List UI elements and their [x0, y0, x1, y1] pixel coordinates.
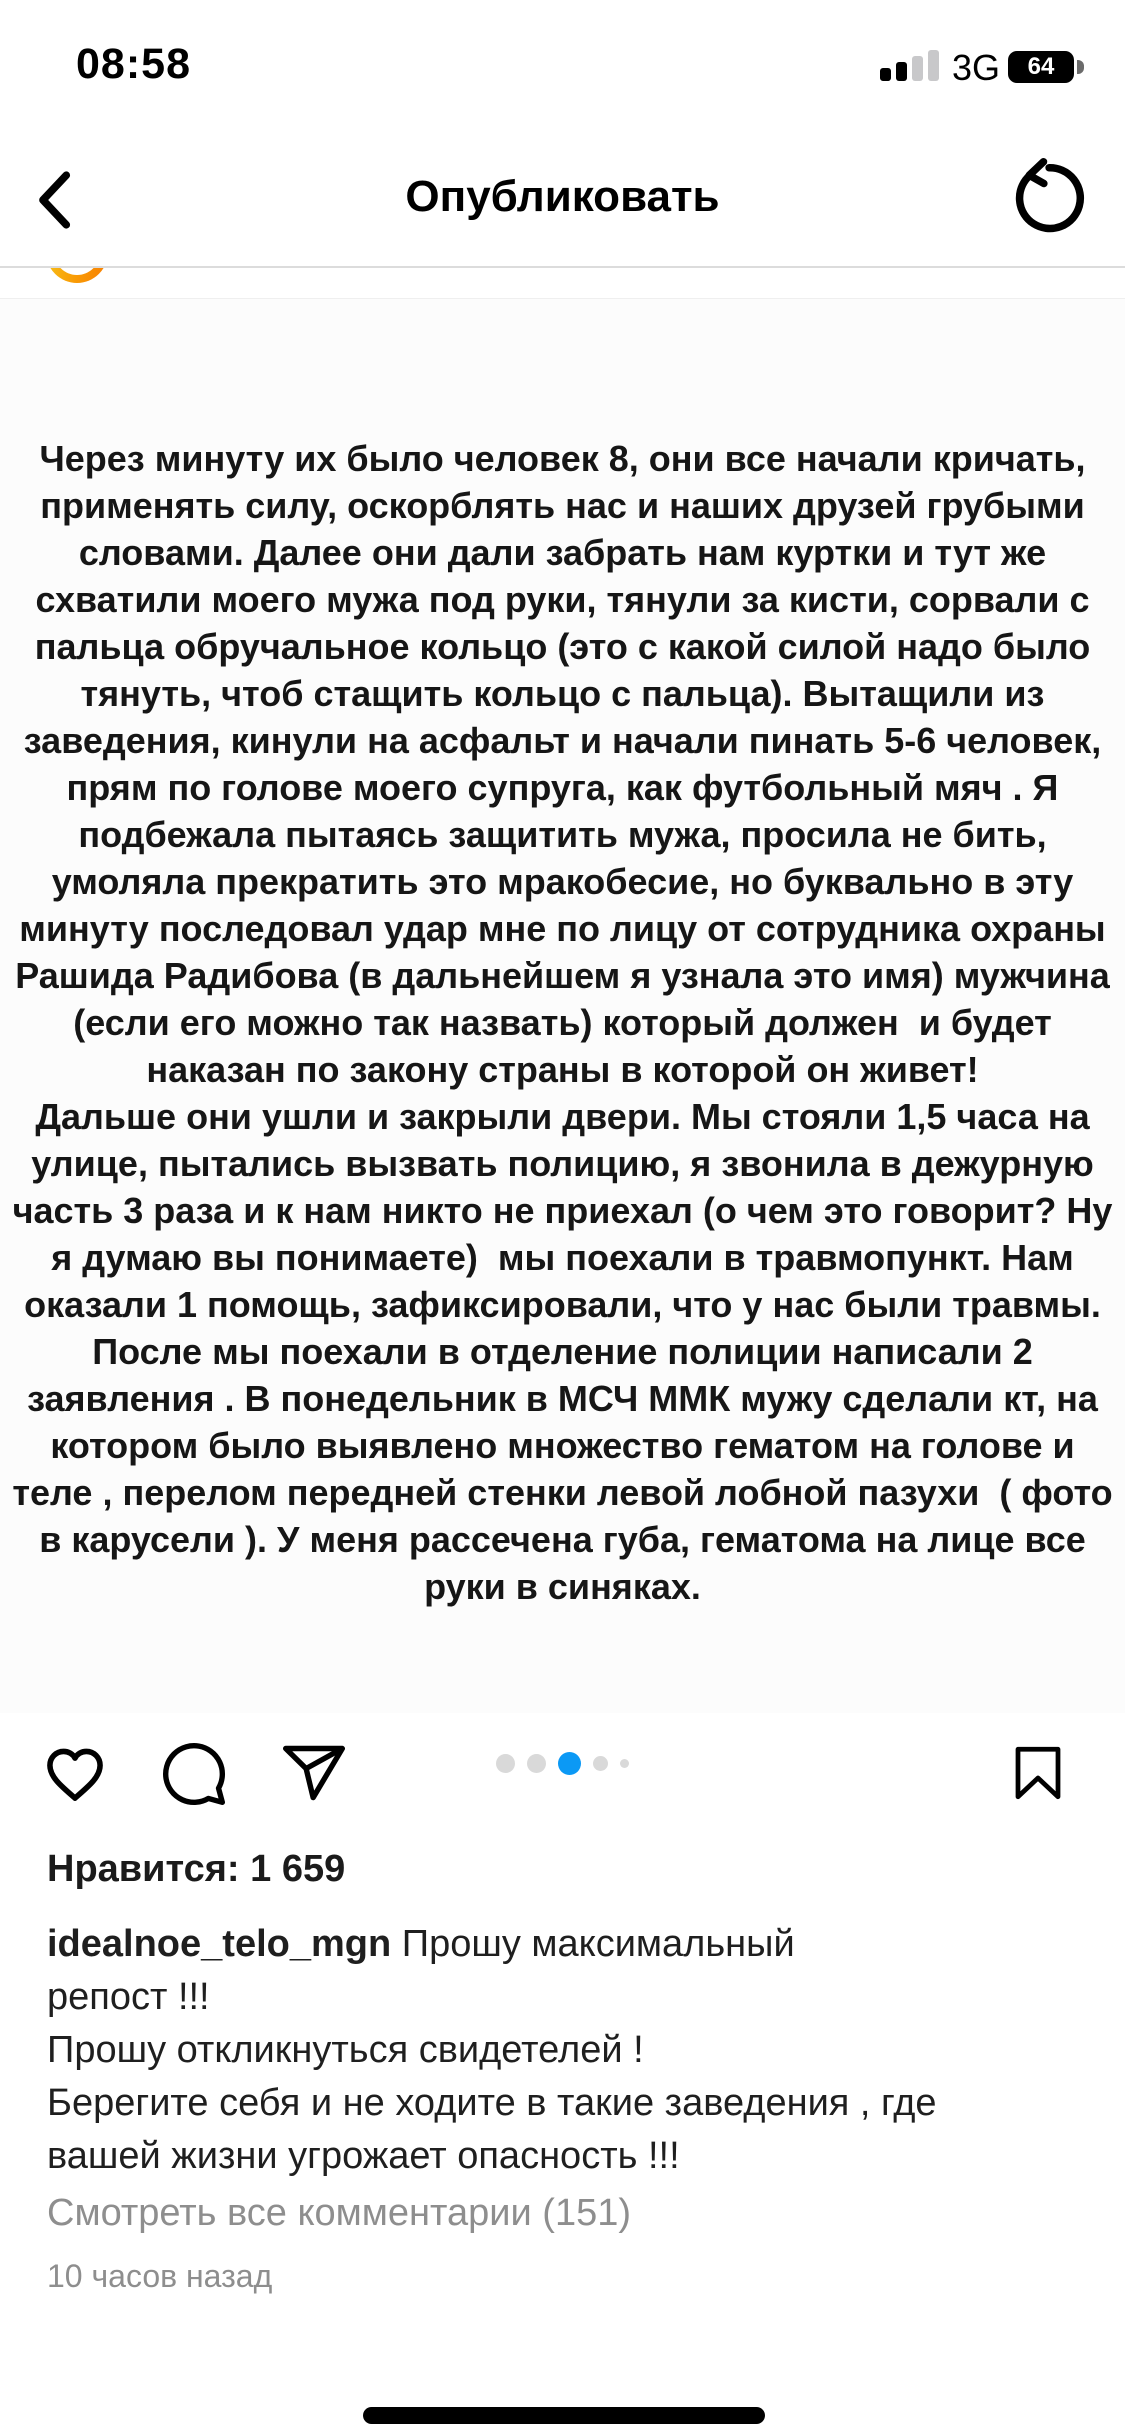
post-text-line: пальца обручальное кольцо (это с какой силой надо было: [34, 626, 1091, 667]
battery-icon: [1008, 51, 1074, 83]
post-text-line: Дальше они ушли и закрыли двери. Мы стояли 1,5 часа на: [35, 1096, 1090, 1137]
undo-rotate-button[interactable]: [1000, 152, 1090, 242]
username-link[interactable]: idealnoe_telo_mgn: [47, 1923, 392, 1965]
likes-count[interactable]: Нравится: 1 659: [47, 1848, 346, 1890]
post-text-line: наказан по закону страны в которой он живет!: [146, 1049, 979, 1090]
view-all-comments-link[interactable]: Смотреть все комментарии (151): [47, 2192, 632, 2234]
story-ring-avatar[interactable]: [46, 268, 108, 283]
post-text-line: словами. Далее они дали забрать нам куртки и тут же: [78, 532, 1047, 573]
post-text-line: заявления . В понедельник в МСЧ ММК мужу сделали кт, на: [27, 1378, 1098, 1419]
carousel-dot: [620, 1759, 629, 1768]
post-text-line: Через минуту их было человек 8, они все начали кричать,: [39, 438, 1086, 479]
post-text-line: руки в синяках.: [424, 1566, 701, 1607]
post-text-line: часть 3 раза и к нам никто не приехал (о чем это говорит? Ну: [12, 1190, 1113, 1231]
post-text-line: (если его можно так назвать) который должен и будет: [73, 1002, 1052, 1043]
post-header-remnant: [0, 268, 1125, 298]
post-text-line: оказали 1 помощь, зафиксировали, что у нас были травмы.: [24, 1284, 1101, 1325]
caption-line: Берегите себя и не ходите в такие заведения , где: [47, 2082, 937, 2124]
battery-nub: [1077, 60, 1084, 74]
status-time: 08:58: [76, 40, 191, 88]
network-type-label: 3G: [952, 47, 1001, 88]
post-text-line: теле , перелом передней стенки левой лобной пазухи ( фото: [12, 1472, 1113, 1513]
post-image-text: [0, 435, 1125, 1610]
caption-line: репост !!!: [47, 1976, 210, 2018]
carousel-dot: [496, 1754, 515, 1773]
post-text-line: я думаю вы понимаете) мы поехали в травмопункт. Нам: [51, 1237, 1074, 1278]
carousel-dots: [0, 1752, 1125, 1775]
post-text-line: Рашида Радибова (в дальнейшем я узнала это имя) мужчина: [15, 955, 1110, 996]
post-text-line: в карусели ). У меня рассечена губа, гематома на лице все: [39, 1519, 1086, 1560]
post-image[interactable]: [0, 298, 1125, 1713]
signal-strength-icon: [880, 50, 942, 81]
page-title: Опубликовать: [405, 172, 720, 221]
save-button[interactable]: [1008, 1738, 1068, 1808]
post-text-line: котором было выявлено множество гематом на голове и: [50, 1425, 1075, 1466]
post-text-line: улице, пытались вызвать полицию, я звонила в дежурную: [31, 1143, 1094, 1184]
post-text-line: минуту последовал удар мне по лицу от сотрудника охраны: [19, 908, 1106, 949]
post-text-line: тянуть, чтоб стащить кольцо с пальца). Вытащили из: [80, 673, 1045, 714]
carousel-dot: [593, 1756, 608, 1771]
carousel-dot: [527, 1754, 546, 1773]
caption: [47, 1918, 1097, 2183]
post-text-line: заведения, кинули на асфальт и начали пинать 5-6 человек,: [23, 720, 1102, 761]
caption-line: [47, 1918, 1097, 1971]
bookmark-icon: [1008, 1738, 1068, 1808]
battery-percent: 64: [1027, 53, 1055, 80]
post-timestamp: 10 часов назад: [47, 2258, 273, 2294]
undo-icon: [1000, 152, 1090, 242]
post-text-line: подбежала пытаясь защитить мужа, просила не бить,: [78, 814, 1047, 855]
caption-text: Прошу максимальный: [401, 1923, 795, 1965]
post-text-line: умоляла прекратить это мракобесие, но буквально в эту: [51, 861, 1074, 902]
post-text-line: схватили моего мужа под руки, тянули за кисти, сорвали с: [35, 579, 1090, 620]
carousel-dot-active: [558, 1752, 581, 1775]
home-indicator[interactable]: [363, 2407, 765, 2424]
caption-line: Прошу откликнуться свидетелей !: [47, 2029, 644, 2071]
caption-line: вашей жизни угрожает опасность !!!: [47, 2135, 680, 2177]
post-text-line: После мы поехали в отделение полиции написали 2: [92, 1331, 1033, 1372]
post-text-line: прям по голове моего супруга, как футбольный мяч . Я: [66, 767, 1059, 808]
post-text-line: применять силу, оскорблять нас и наших друзей грубыми: [40, 485, 1085, 526]
